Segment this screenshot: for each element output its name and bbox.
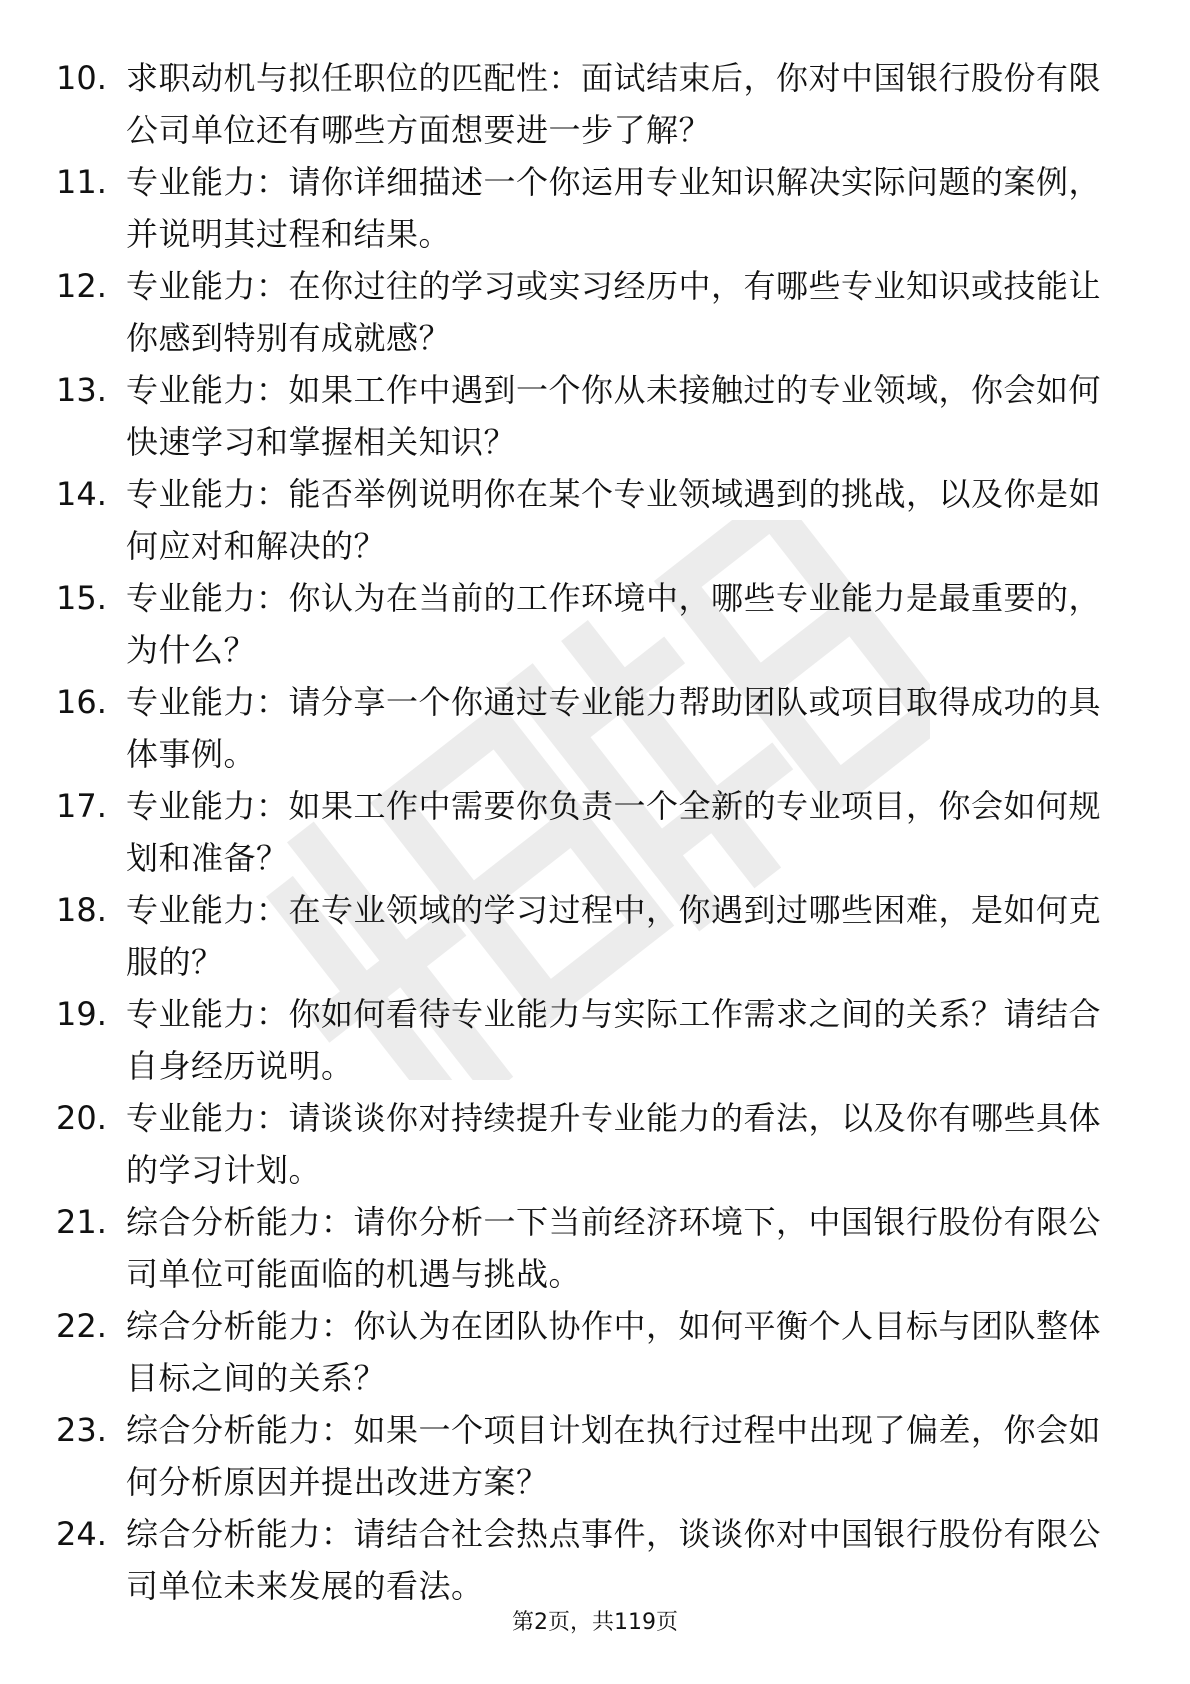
question-item [56, 676, 1116, 780]
question-item [56, 1404, 1116, 1508]
question-text: 综合分析能力：请结合社会热点事件，谈谈你对中国银行股份有限公司单位未来发展的看法。 [126, 1515, 1102, 1605]
question-number: 24. [56, 1515, 107, 1553]
question-text: 专业能力：如果工作中遇到一个你从未接触过的专业领域，你会如何快速学习和掌握相关知识？ [126, 371, 1102, 461]
question-item [56, 572, 1116, 676]
question-item [56, 364, 1116, 468]
question-item [56, 1196, 1116, 1300]
question-number: 17. [56, 787, 107, 825]
question-number: 21. [56, 1203, 107, 1241]
question-number: 13. [56, 371, 107, 409]
question-number: 18. [56, 891, 107, 929]
question-text: 综合分析能力：请你分析一下当前经济环境下，中国银行股份有限公司单位可能面临的机遇与挑战。 [126, 1203, 1102, 1293]
question-number: 22. [56, 1307, 107, 1345]
question-item [56, 1508, 1116, 1612]
question-item [56, 988, 1116, 1092]
question-number: 10. [56, 59, 107, 97]
question-number: 11. [56, 163, 107, 201]
question-text: 专业能力：在你过往的学习或实习经历中，有哪些专业知识或技能让你感到特别有成就感？ [126, 267, 1102, 357]
question-number: 12. [56, 267, 107, 305]
question-number: 23. [56, 1411, 107, 1449]
question-list [56, 52, 1116, 1612]
question-text: 专业能力：能否举例说明你在某个专业领域遇到的挑战，以及你是如何应对和解决的？ [126, 475, 1102, 565]
question-number: 16. [56, 683, 107, 721]
question-number: 20. [56, 1099, 107, 1137]
question-item [56, 1092, 1116, 1196]
question-item [56, 780, 1116, 884]
question-number: 19. [56, 995, 107, 1033]
question-item [56, 884, 1116, 988]
question-item [56, 468, 1116, 572]
question-text: 专业能力：请谈谈你对持续提升专业能力的看法，以及你有哪些具体的学习计划。 [126, 1099, 1102, 1189]
question-text: 专业能力：请你详细描述一个你运用专业知识解决实际问题的案例，并说明其过程和结果。 [126, 163, 1102, 253]
question-text: 专业能力：你认为在当前的工作环境中，哪些专业能力是最重要的，为什么？ [126, 579, 1102, 669]
question-text: 综合分析能力：你认为在团队协作中，如何平衡个人目标与团队整体目标之间的关系？ [126, 1307, 1102, 1397]
question-number: 14. [56, 475, 107, 513]
question-item [56, 156, 1116, 260]
question-item [56, 260, 1116, 364]
question-number: 15. [56, 579, 107, 617]
question-text: 综合分析能力：如果一个项目计划在执行过程中出现了偏差，你会如何分析原因并提出改进方案？ [126, 1411, 1102, 1501]
question-text: 专业能力：如果工作中需要你负责一个全新的专业项目，你会如何规划和准备？ [126, 787, 1102, 877]
question-item [56, 52, 1116, 156]
question-text: 专业能力：在专业领域的学习过程中，你遇到过哪些困难，是如何克服的？ [126, 891, 1102, 981]
page-number-footer: 第2页，共119页 [512, 1610, 678, 1635]
question-item [56, 1300, 1116, 1404]
question-text: 专业能力：请分享一个你通过专业能力帮助团队或项目取得成功的具体事例。 [126, 683, 1102, 773]
question-text: 求职动机与拟任职位的匹配性：面试结束后，你对中国银行股份有限公司单位还有哪些方面想要进一步了解？ [126, 59, 1102, 149]
question-text: 专业能力：你如何看待专业能力与实际工作需求之间的关系？请结合自身经历说明。 [126, 995, 1102, 1085]
